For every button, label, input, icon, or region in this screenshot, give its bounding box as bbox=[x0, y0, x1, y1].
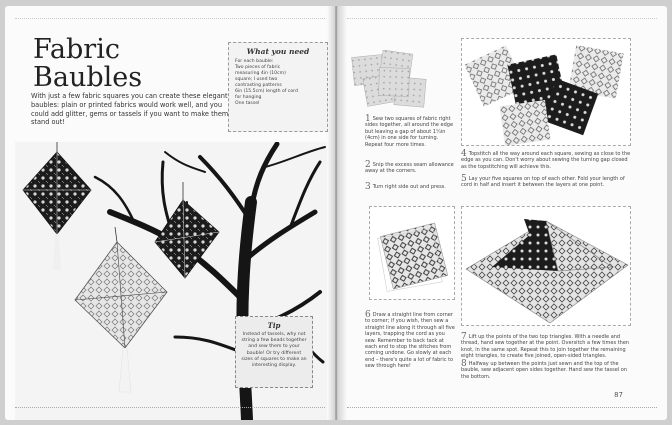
page-number: 87 bbox=[614, 391, 623, 399]
step-text: Snip the excess seam allowance away at the corners. bbox=[365, 162, 454, 175]
step-4 bbox=[461, 151, 633, 170]
footer-rule bbox=[347, 407, 657, 408]
step-text: Halfway up between the points just sewn and the top of the bauble, sew adjacent open sides together. Hand sew the tassel on the bottom. bbox=[461, 361, 628, 380]
footer-rule bbox=[15, 407, 325, 408]
page-title: Fabric Baubles bbox=[33, 34, 143, 93]
step-photo-stacked-squares bbox=[369, 206, 455, 300]
step-6 bbox=[365, 312, 457, 370]
need-line: square; I used two bbox=[235, 77, 278, 82]
step-number: 4 bbox=[461, 149, 467, 159]
step-5 bbox=[461, 176, 633, 189]
tip-box bbox=[235, 316, 313, 388]
left-page bbox=[5, 6, 335, 420]
bauble-dark-1 bbox=[23, 142, 91, 270]
need-line: For each bauble: bbox=[235, 59, 274, 64]
step-text: Sew two squares of fabric right sides together, all around the edge but leaving a gap of about 1¼in (4cm) in one side for turning. Repeat four more times. bbox=[365, 116, 454, 148]
step-number: 3 bbox=[365, 182, 371, 192]
step-number: 2 bbox=[365, 160, 371, 170]
need-line: for hanging bbox=[235, 95, 262, 100]
step-photo-folded-triangles bbox=[461, 206, 631, 326]
step-1 bbox=[365, 116, 457, 148]
step-2 bbox=[365, 162, 457, 175]
step-text: Draw a straight line from corner to corner; if you wish, then sew a straight line along it through all five layers, trapping the cord as you sew. Remember to back tack at each end to stop the stitches from coming undone. Go slowly at each end – there's quite a lot of fabric to sew through here! bbox=[365, 312, 455, 370]
step-text: Topstitch all the way around each square, sewing as close to the edge as you can. Don't worry about sewing the turning gap closed as the topstitching will achieve this. bbox=[461, 151, 631, 170]
tip-heading: Tip bbox=[267, 321, 281, 330]
need-line: One tassel bbox=[235, 101, 260, 106]
what-you-need-box bbox=[228, 42, 328, 132]
step-8 bbox=[461, 361, 633, 380]
need-line: measuring 4in (10cm) bbox=[235, 71, 286, 76]
tip-text: Instead of tassels, why not string a few beads together and sew them to your bauble! Or try different sizes of squares to make an interesting display. bbox=[241, 332, 307, 369]
step-number: 5 bbox=[461, 174, 467, 184]
need-line: Two pieces of fabric bbox=[235, 65, 281, 70]
what-you-need-heading: What you need bbox=[246, 47, 310, 56]
step-text: Lay your five squares on top of each other. Fold your length of cord in half and insert it between the layers at one point. bbox=[461, 176, 625, 189]
step-number: 1 bbox=[365, 114, 371, 124]
step-photo-topstitched-squares bbox=[461, 38, 631, 146]
need-line: 6in (15.5cm) length of cord bbox=[235, 89, 298, 94]
need-line: contrasting patterns bbox=[235, 83, 282, 88]
header-rule bbox=[347, 18, 657, 19]
step-number: 6 bbox=[365, 310, 371, 320]
header-rule bbox=[15, 18, 325, 19]
step-3 bbox=[365, 184, 457, 190]
step-text: Lift up the points of the two top triangles. With a needle and thread, hand sew together at the point. Oversitch a few times then knot, in the same spot. Repeat this to join together the remaining eight triangles, to create five joined, open-sided triangles. bbox=[461, 334, 630, 360]
step-photo-squares bbox=[351, 50, 433, 114]
right-page bbox=[337, 6, 667, 420]
intro-text: With just a few fabric squares you can create these elegant baubles: plain or printed fabrics would work well, and you could add glitter, gems or tassels if you want to make them stand out! bbox=[31, 92, 229, 127]
step-7 bbox=[461, 334, 633, 360]
step-number: 7 bbox=[461, 332, 467, 342]
bauble-light bbox=[75, 227, 167, 392]
step-number: 8 bbox=[461, 359, 467, 369]
magazine-spread bbox=[5, 6, 667, 420]
step-text: Turn right side out and press. bbox=[372, 184, 446, 190]
